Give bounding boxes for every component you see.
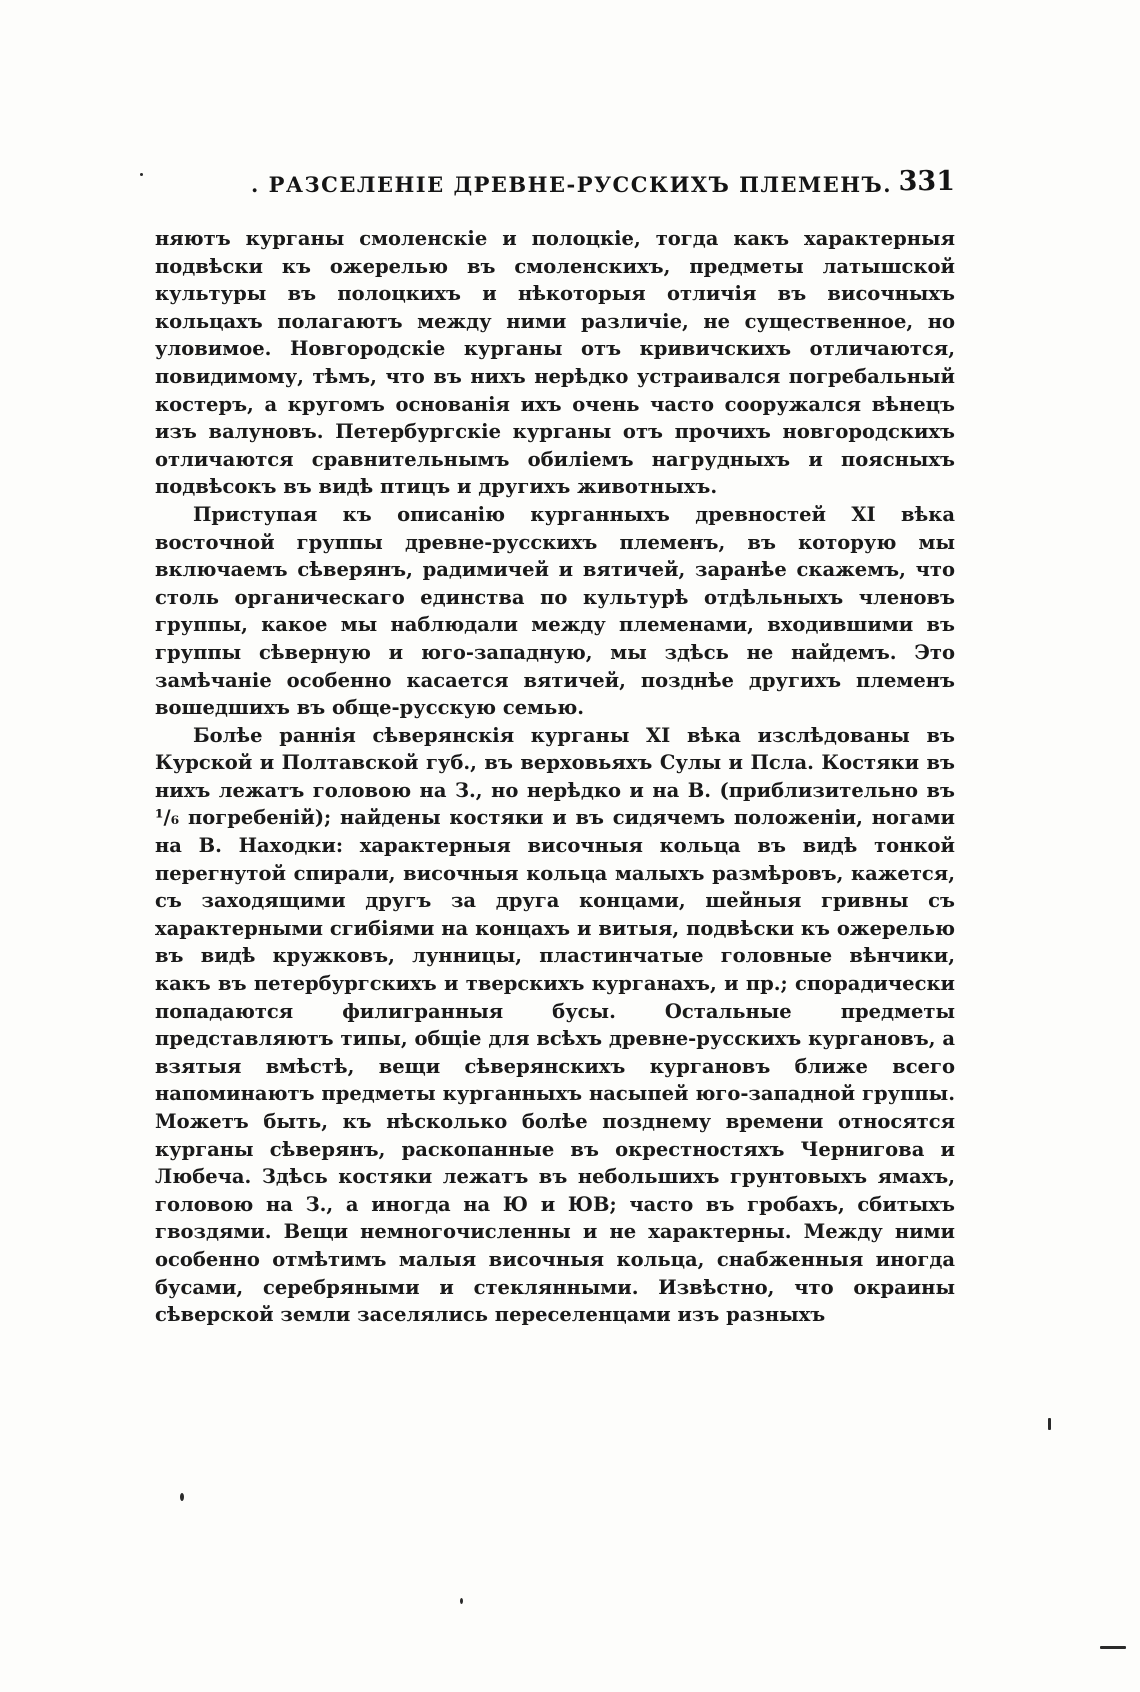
scan-speck [1048, 1418, 1051, 1430]
body-text [155, 225, 955, 1329]
scan-speck [460, 1598, 463, 1604]
page-number: 331 [898, 166, 955, 197]
paragraph-2: Приступая къ описанію курганныхъ древностей XI вѣка восточной группы древне-русскихъ племенъ, въ которую мы включаемъ сѣверянъ, радимичей и вятичей, заранѣе скажемъ, что столь органическаго единства по культурѣ отдѣльныхъ членовъ группы, какое мы наблюдали между племенами, входившими въ группы сѣверную и юго-западную, мы здѣсь не найдемъ. Это замѣчаніе особенно касается вятичей, позднѣе другихъ племенъ вошедшихъ въ обще-русскую семью. [155, 502, 955, 720]
paragraph-3: Болѣе раннія сѣверянскія курганы XI вѣка изслѣдованы въ Курской и Полтавской губ., въ верховьяхъ Сулы и Псла. Костяки въ нихъ лежатъ головою на З., но нерѣдко и на В. (приблизительно въ ¹/₆ погребеній); найдены костяки и въ сидячемъ положеніи, ногами на В. Находки: характерныя височныя кольца въ видѣ тонкой перегнутой спирали, височныя кольца малыхъ размѣровъ, кажется, съ заходящими другъ за друга концами, шейныя гривны съ характерными сгибіями на концахъ и витыя, подвѣски къ ожерелью въ видѣ кружковъ, лунницы, пластинчатые головные вѣнчики, какъ въ петербургскихъ и тверскихъ курганахъ, и пр.; спорадически попадаются филигранныя бусы. Остальные предметы представляютъ типы, общіе для всѣхъ древне-русскихъ кургановъ, а взятыя вмѣстѣ, вещи сѣверянскихъ кургановъ ближе всего напоминаютъ предметы курганныхъ насыпей юго-западной группы. Можетъ быть, къ нѣсколько болѣе позднему времени относятся курганы сѣверянъ, раскопанные въ окрестностяхъ Чернигова и Любеча. Здѣсь костяки лежатъ въ небольшихъ грунтовыхъ ямахъ, головою на З., а иногда на Ю и ЮВ; часто въ гробахъ, сбитыхъ гвоздями. Вещи немногочисленны и не характерны. Между ними особенно отмѣтимъ малыя височныя кольца, снабженныя иногда бусами, серебряными и стеклянными. Извѣстно, что окраины сѣверской земли заселялись переселенцами изъ разныхъ [155, 723, 955, 1327]
scan-speck [1100, 1646, 1126, 1649]
running-title: . РАЗСЕЛЕНІЕ ДРЕВНЕ-РУССКИХЪ ПЛЕМЕНЪ. [251, 172, 893, 197]
scan-speck [180, 1493, 184, 1501]
page-header [155, 166, 955, 212]
paragraph-1: няютъ курганы смоленскіе и полоцкіе, тогда какъ характерныя подвѣски къ ожерелью въ смоленскихъ, предметы латышской культуры въ полоцкихъ и нѣкоторыя отличія въ височныхъ кольцахъ полагаютъ между ними различіе, не существенное, но уловимое. Новгородскіе курганы отъ кривичскихъ отличаются, повидимому, тѣмъ, что въ нихъ нерѣдко устраивался погребальный костеръ, а кругомъ основанія ихъ очень часто сооружался вѣнецъ изъ валуновъ. Петербургскіе курганы отъ прочихъ новгородскихъ отличаются сравнительнымъ обиліемъ нагрудныхъ и поясныхъ подвѣсокъ въ видѣ птицъ и другихъ животныхъ. [155, 227, 955, 499]
scan-speck [140, 173, 143, 176]
